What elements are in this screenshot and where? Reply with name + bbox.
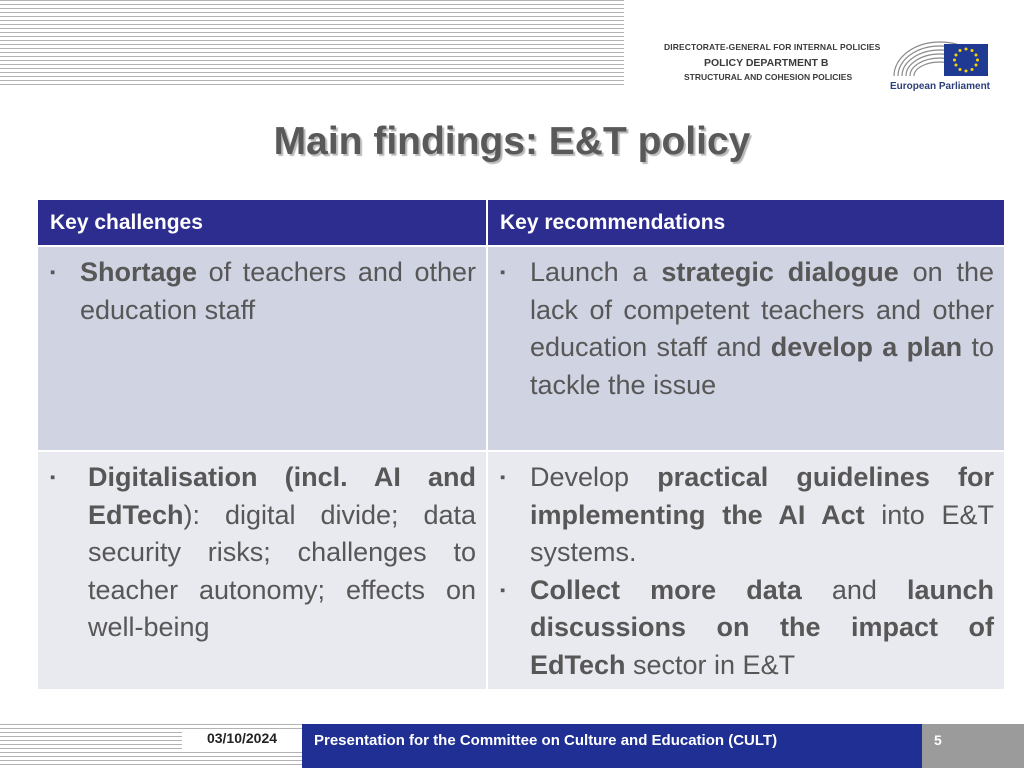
page-number: 5 (922, 724, 1024, 768)
recommendation-cell (487, 246, 1005, 451)
header-stripes (0, 0, 624, 86)
european-parliament-name: European Parliament (889, 81, 991, 92)
square-bullet-icon: ▪ (50, 469, 56, 486)
logo-line-policies: STRUCTURAL AND COHESION POLICIES (684, 72, 853, 82)
plain-text: on the lack of competent teachers and other education staff and (530, 257, 994, 362)
table-row (37, 451, 1005, 690)
logo-line-department: POLICY DEPARTMENT B (704, 57, 829, 69)
plain-text: of teachers and other education staff (80, 257, 476, 325)
square-bullet-icon: ▪ (500, 469, 506, 486)
challenge-cell (37, 451, 487, 690)
column-header-recommendations: Key recommendations (487, 199, 1005, 246)
plain-text: Develop (530, 462, 658, 492)
bullet-item (488, 572, 994, 685)
bold-text: practical guidelines for implementing the AI Act (530, 462, 994, 530)
bullet-item (488, 254, 994, 404)
square-bullet-icon: ▪ (500, 581, 506, 599)
bold-text: Shortage (80, 257, 198, 287)
bullet-item (38, 254, 476, 329)
table-header-row (37, 199, 1005, 246)
bullet-text (80, 254, 476, 329)
bold-text: Digitalisation (incl. AI and EdTech (88, 462, 476, 530)
slide-title: Main findings: E&T policy (273, 120, 751, 163)
recommendation-cell (487, 451, 1005, 690)
bold-text: develop a plan (770, 332, 963, 362)
plain-text: Launch a (530, 257, 662, 287)
challenge-cell (37, 246, 487, 451)
footer-date: 03/10/2024 (182, 730, 302, 750)
policy-department-logo (664, 42, 884, 82)
bullet-item (488, 459, 994, 572)
bold-text: strategic dialogue (661, 257, 899, 287)
logo-line-directorate: DIRECTORATE-GENERAL FOR INTERNAL POLICIES (664, 42, 881, 52)
bullet-text (530, 572, 994, 685)
bullet-text (88, 459, 476, 647)
square-bullet-icon: ▪ (500, 264, 506, 281)
column-header-challenges: Key challenges (37, 199, 487, 246)
plain-text: sector in E&T (625, 649, 796, 680)
bold-text: launch discussions on the impact of EdTech (530, 574, 994, 680)
bullet-text (530, 254, 994, 404)
findings-table (36, 198, 1006, 691)
bullet-text (530, 459, 994, 572)
plain-text: into E&T systems. (530, 499, 994, 567)
plain-text: and (801, 574, 907, 605)
bold-text: Collect more data (530, 574, 802, 605)
square-bullet-icon: ▪ (50, 264, 56, 281)
bullet-item (38, 459, 476, 647)
footer-presentation-title: Presentation for the Committee on Culture and Education (CULT) (302, 724, 922, 768)
table-row (37, 246, 1005, 451)
plain-text: ): digital divide; data security risks; challenges to teacher autonomy; effects on well-being (88, 499, 476, 642)
plain-text: to tackle the issue (530, 332, 994, 400)
